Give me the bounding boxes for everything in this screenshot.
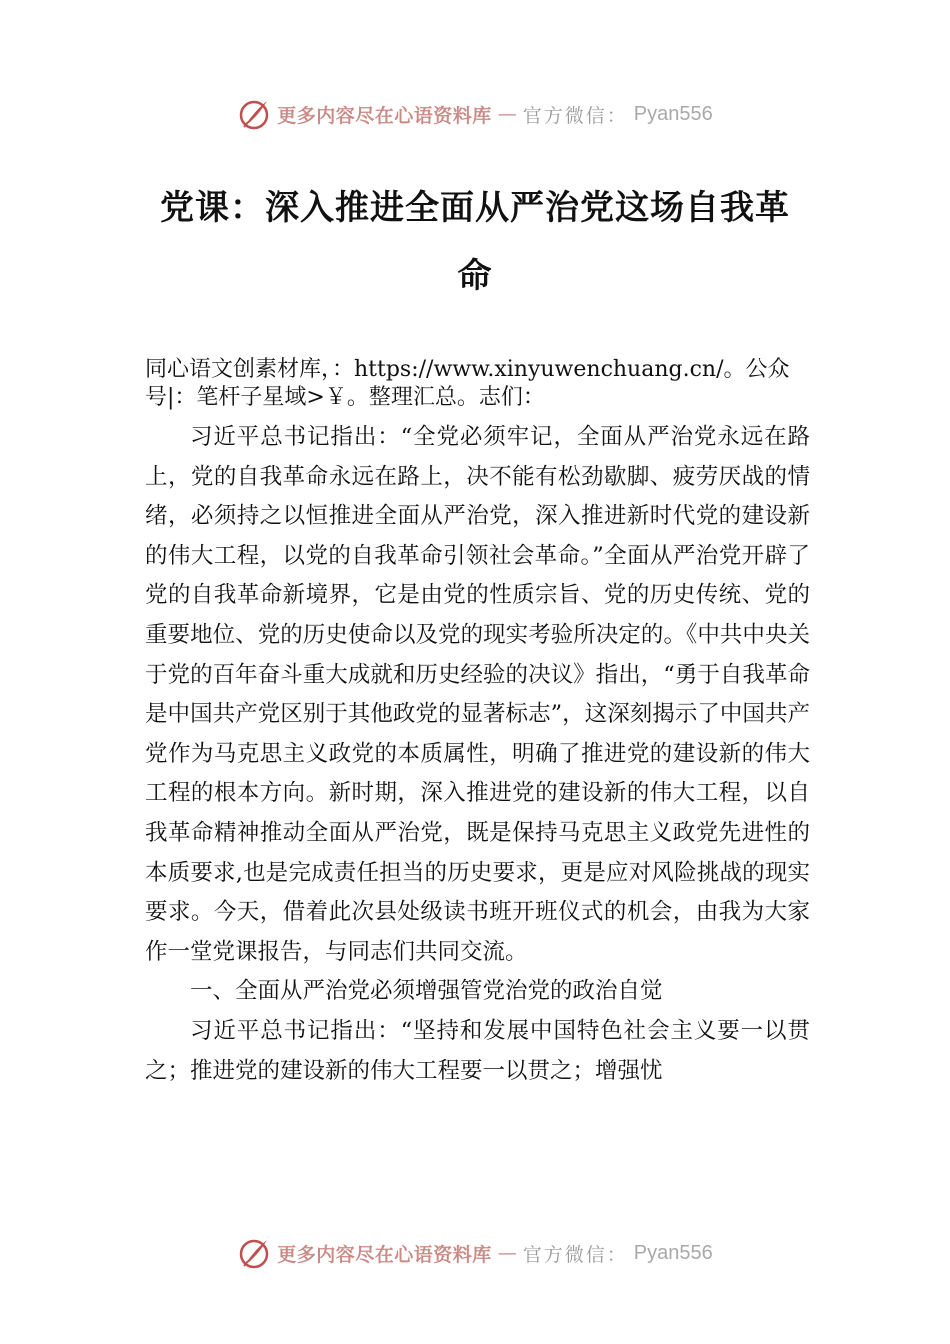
quill-logo-icon [237,97,271,131]
document-body [145,356,810,1091]
document-title-line-1: 党课：深入推进全面从严治党这场自我革 [160,188,790,228]
watermark-wechat-id: Pyan556 [633,102,713,125]
body-paragraph-intro: 习近平总书记指出：“全党必须牢记，全面从严治党永远在路上，党的自我革命永远在路上，决不能有松劲歇脚、疲劳厌战的情绪，必须持之以恒推进全面从严治党，深入推进新时代党的建设新的伟大工程，以党的自我革命引领社会革命。”全面从严治党开辟了党的自我革命新境界，它是由党的性质宗旨、党的历史传统、党的重要地位、党的历史使命以及党的现实考验所决定的。《中共中央关于党的百年奋斗重大成就和历史经验的决议》指出，“勇于自我革命是中国共产党区别于其他政党的显著标志”，这深刻揭示了中国共产党作为马克思主义政党的本质属性，明确了推进党的建设新的伟大工程的根本方向。新时期，深入推进党的建设新的伟大工程，以自我革命精神推动全面从严治党，既是保持马克思主义政党先进性的本质要求,也是完成责任担当的历史要求，更是应对风险挑战的现实要求。今天，借着此次县处级读书班开班仪式的机会，由我为大家作一堂党课报告，与同志们共同交流。 [145,424,810,965]
footer-watermark [0,1233,950,1273]
watermark-main-text: 更多内容尽在心语资料库 [277,1243,492,1266]
section-heading-1: 一、全面从严治党必须增强管党治党的政治自觉 [190,978,663,1005]
watermark-wechat-label: 官方微信： [522,104,628,127]
watermark-wechat-id: Pyan556 [633,1241,713,1264]
watermark-separator: — [497,1242,517,1264]
watermark-separator: — [497,103,517,125]
watermark-wechat-label: 官方微信： [522,1243,628,1266]
watermark-main-text: 更多内容尽在心语资料库 [277,104,492,127]
document-title-line-2: 命 [457,256,493,296]
header-watermark [0,94,950,134]
body-paragraph-section-1: 习近平总书记指出：“坚持和发展中国特色社会主义要一以贯之；推进党的建设新的伟大工程要一以贯之；增强忧 [145,1017,810,1084]
quill-logo-icon [237,1236,271,1270]
source-line: 同心语文创素材库，：https://www.xinyuwenchuang.cn/。公众号|：笔杆子星域>￥。整理汇总。志们： [145,357,790,410]
